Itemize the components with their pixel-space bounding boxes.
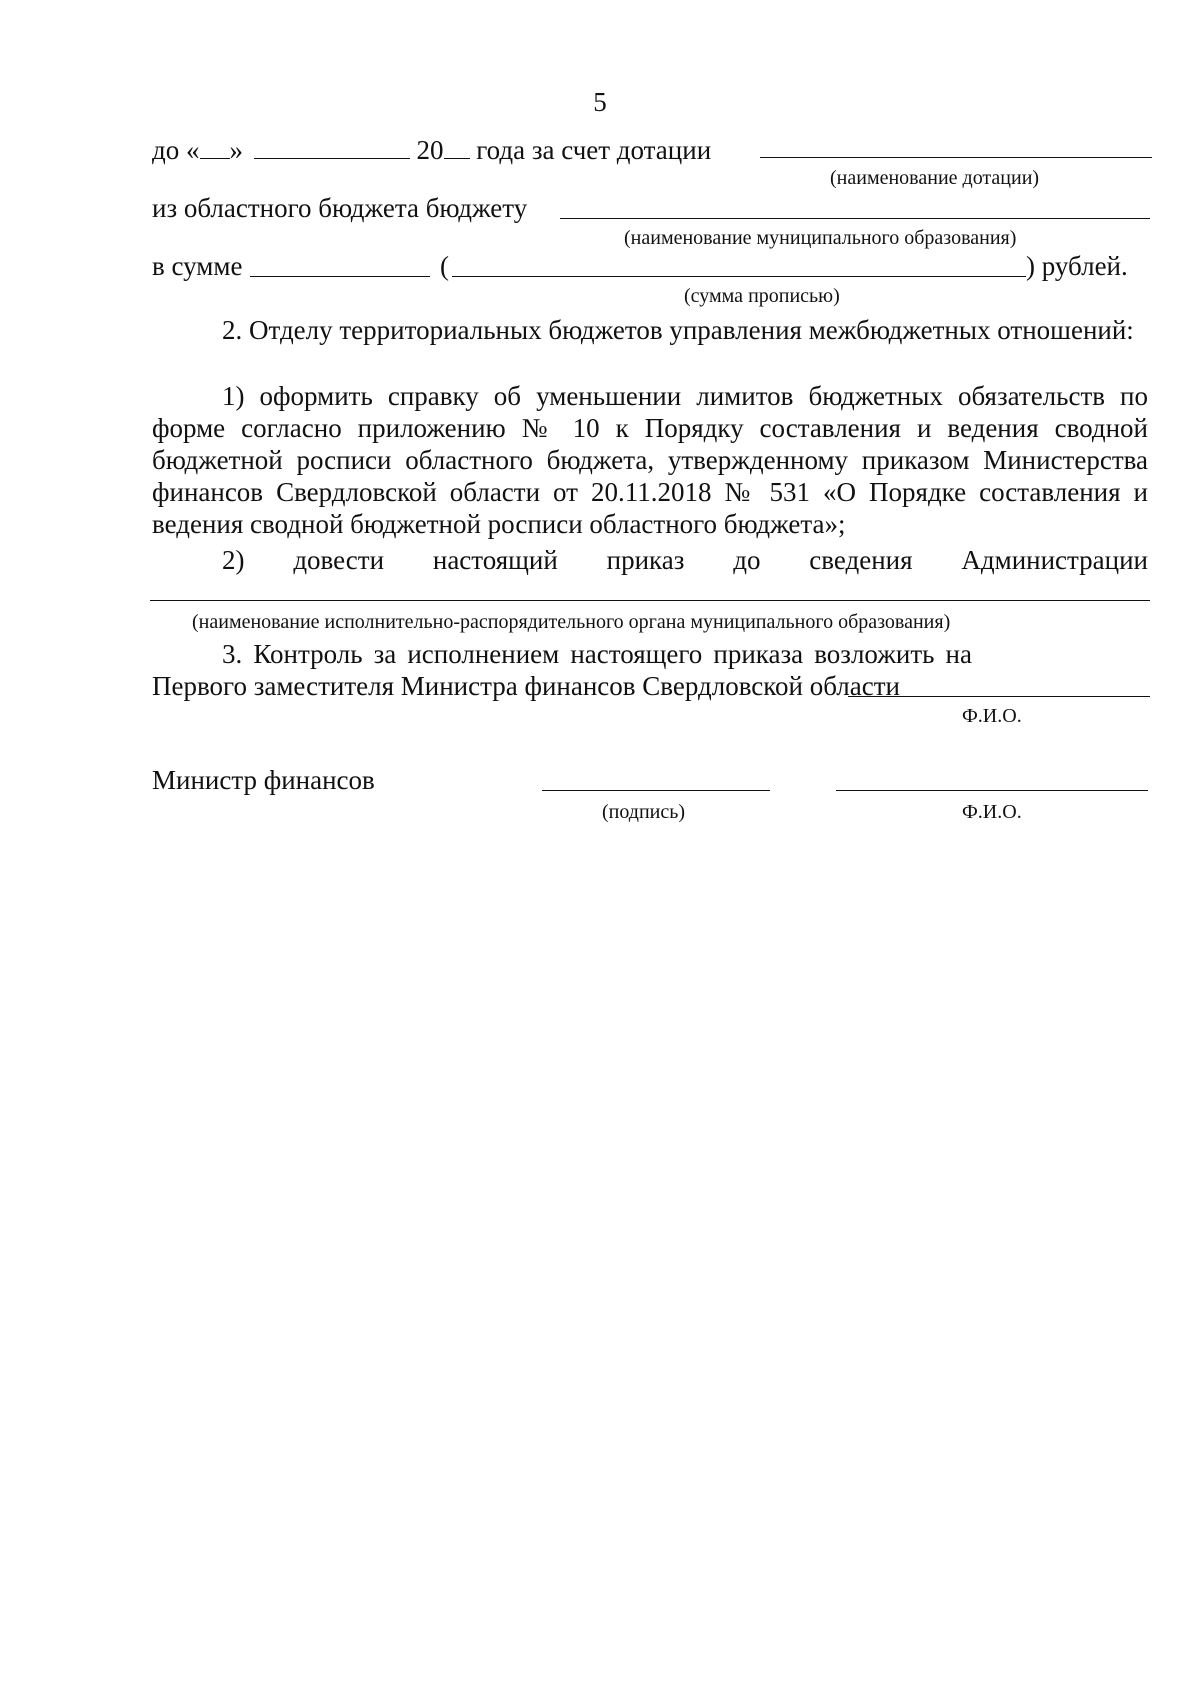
municipality-blank — [560, 218, 1150, 219]
month-blank — [254, 136, 410, 159]
hint-amount-words: (сумма прописью) — [684, 285, 840, 307]
page-number: 5 — [593, 87, 607, 117]
deputy-fio-blank — [848, 696, 1150, 697]
paragraph-3: 3. Контроль за исполнением настоящего приказа возложить на Первого заместителя Министра финансов Свердловской области — [152, 639, 972, 701]
hint-municipality: (наименование муниципального образования) — [624, 227, 1017, 249]
deadline-prefix: до « — [152, 135, 200, 165]
quote-close: » — [229, 135, 243, 165]
grant-name-blank — [760, 157, 1152, 158]
amount-prefix: в сумме — [152, 251, 243, 281]
grant-text: года за счет дотации — [476, 135, 712, 165]
year-prefix: 20 — [416, 135, 444, 165]
deadline-line — [152, 134, 711, 166]
signature-blank — [542, 790, 770, 791]
amount-paren-open: ( — [440, 251, 449, 281]
executive-body-blank — [150, 600, 1150, 601]
hint-fio-1: Ф.И.О. — [962, 705, 1022, 727]
paragraph-2: 2. Отделу территориальных бюджетов управления межбюджетных отношений: — [222, 315, 1134, 345]
budget-line: из областного бюджета бюджету — [152, 193, 528, 223]
paragraph-2-2: 2) довести настоящий приказ до сведения Администрации — [222, 545, 1148, 575]
hint-executive-body: (наименование исполнительно-распорядительного органа муниципального образования) — [192, 611, 951, 633]
hint-grant-name: (наименование дотации) — [830, 167, 1040, 189]
hint-signature: (подпись) — [602, 801, 686, 823]
amount-words-blank — [452, 276, 1026, 277]
amount-number-blank — [250, 276, 430, 277]
signer-fio-blank — [836, 790, 1148, 791]
year-blank — [444, 136, 470, 159]
day-blank — [200, 136, 230, 159]
amount-suffix: ) рублей. — [1026, 251, 1128, 281]
paragraph-2-1: 1) оформить справку об уменьшении лимитов бюджетных обязательств по форме согласно приложению № 10 к Порядку составления и ведения сводной бюджетной росписи областного бюджета, утвержденному приказом Министерства финансов Свердловской области от 20.11.2018 № 531 «О Порядке составления и ведения сводной бюджетной росписи областного бюджета»; — [152, 381, 1148, 539]
hint-fio-2: Ф.И.О. — [962, 801, 1022, 823]
signer-title: Министр финансов — [152, 765, 375, 795]
